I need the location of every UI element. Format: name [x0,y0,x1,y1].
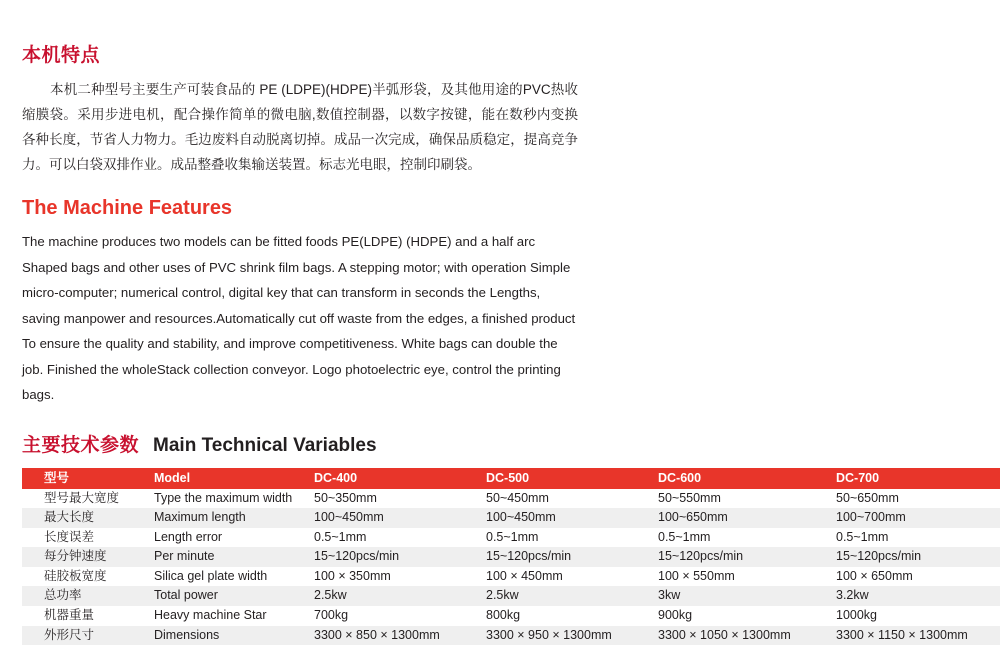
table-cell: 3.2kw [836,586,1000,606]
table-cell: 900kg [658,606,836,626]
table-header-cell: DC-400 [314,468,486,489]
table-cell: 0.5~1mm [658,528,836,548]
table-cell: Silica gel plate width [154,567,314,587]
features-cn-heading: 本机特点 [22,0,978,67]
table-header-cell: DC-700 [836,468,1000,489]
table-cell: 3300 × 1150 × 1300mm [836,626,1000,645]
specs-table-body [22,489,1000,645]
specs-table [22,468,1000,645]
table-cell: 2.5kw [486,586,658,606]
table-cell: 15~120pcs/min [486,547,658,567]
features-en-paragraph [22,229,578,408]
table-cell: 100 × 550mm [658,567,836,587]
table-cell: Per minute [154,547,314,567]
table-cell: 15~120pcs/min [836,547,1000,567]
table-cell: 最大长度 [22,508,154,528]
features-en-line: micro-computer; numerical control, digital key that can transform in seconds the Lengths, [22,280,578,306]
table-header-cell: Model [154,468,314,489]
table-cell: Total power [154,586,314,606]
table-cell: 0.5~1mm [486,528,658,548]
table-cell: Length error [154,528,314,548]
table-cell: 100 × 350mm [314,567,486,587]
table-row [22,626,1000,645]
table-header-row [22,468,1000,489]
table-cell: 型号最大宽度 [22,489,154,509]
table-cell: 100~650mm [658,508,836,528]
specs-title [22,430,978,457]
table-cell: 50~350mm [314,489,486,509]
features-en-line: To ensure the quality and stability, and improve competitiveness. White bags can double the [22,331,578,357]
features-en-line: Shaped bags and other uses of PVC shrink film bags. A stepping motor; with operation Simple [22,255,578,281]
table-cell: 15~120pcs/min [314,547,486,567]
specs-title-en: Main Technical Variables [153,435,377,457]
table-cell: 机器重量 [22,606,154,626]
table-cell: 50~650mm [836,489,1000,509]
table-cell: 15~120pcs/min [658,547,836,567]
table-header-cell: 型号 [22,468,154,489]
specs-table-head [22,468,1000,489]
table-cell: 外形尺寸 [22,626,154,645]
table-cell: 700kg [314,606,486,626]
table-cell: 100~700mm [836,508,1000,528]
table-cell: 100~450mm [486,508,658,528]
table-row [22,489,1000,509]
table-cell: 800kg [486,606,658,626]
table-row [22,567,1000,587]
specs-title-cn: 主要技术参数 [22,430,139,457]
table-cell: 总功率 [22,586,154,606]
table-cell: Dimensions [154,626,314,645]
table-cell: Type the maximum width [154,489,314,509]
table-cell: 50~550mm [658,489,836,509]
table-cell: 1000kg [836,606,1000,626]
table-row [22,508,1000,528]
table-header-cell: DC-500 [486,468,658,489]
table-cell: 3300 × 850 × 1300mm [314,626,486,645]
table-cell: 50~450mm [486,489,658,509]
table-cell: Maximum length [154,508,314,528]
table-cell: 硅胶板宽度 [22,567,154,587]
table-row [22,528,1000,548]
table-cell: 3300 × 1050 × 1300mm [658,626,836,645]
table-header-cell: DC-600 [658,468,836,489]
table-cell: 0.5~1mm [314,528,486,548]
table-row [22,606,1000,626]
table-cell: 0.5~1mm [836,528,1000,548]
table-cell: 100~450mm [314,508,486,528]
table-cell: 每分钟速度 [22,547,154,567]
table-cell: Heavy machine Star [154,606,314,626]
features-en-line: job. Finished the wholeStack collection conveyor. Logo photoelectric eye, control the printing [22,357,578,383]
features-en-line: bags. [22,382,578,408]
table-cell: 长度误差 [22,528,154,548]
features-cn-paragraph: 本机二种型号主要生产可装食品的 PE (LDPE)(HDPE)半弧形袋，及其他用途的PVC热收缩膜袋。采用步进电机，配合操作简单的微电脑,数值控制器，以数字按键，能在数秒内变换各种长度，节省人力物力。毛边废料自动脱离切掉。成品一次完成，确保品质稳定，提高竞争力。可以白袋双排作业。成品整叠收集输送装置。标志光电眼，控制印刷袋。 [22,77,578,177]
table-row [22,586,1000,606]
table-cell: 3kw [658,586,836,606]
table-row [22,547,1000,567]
features-en-heading: The Machine Features [22,177,978,220]
table-cell: 100 × 450mm [486,567,658,587]
features-en-line: saving manpower and resources.Automatically cut off waste from the edges, a finished product [22,306,578,332]
table-cell: 100 × 650mm [836,567,1000,587]
table-cell: 2.5kw [314,586,486,606]
table-cell: 3300 × 950 × 1300mm [486,626,658,645]
features-en-line: The machine produces two models can be fitted foods PE(LDPE) (HDPE) and a half arc [22,229,578,255]
